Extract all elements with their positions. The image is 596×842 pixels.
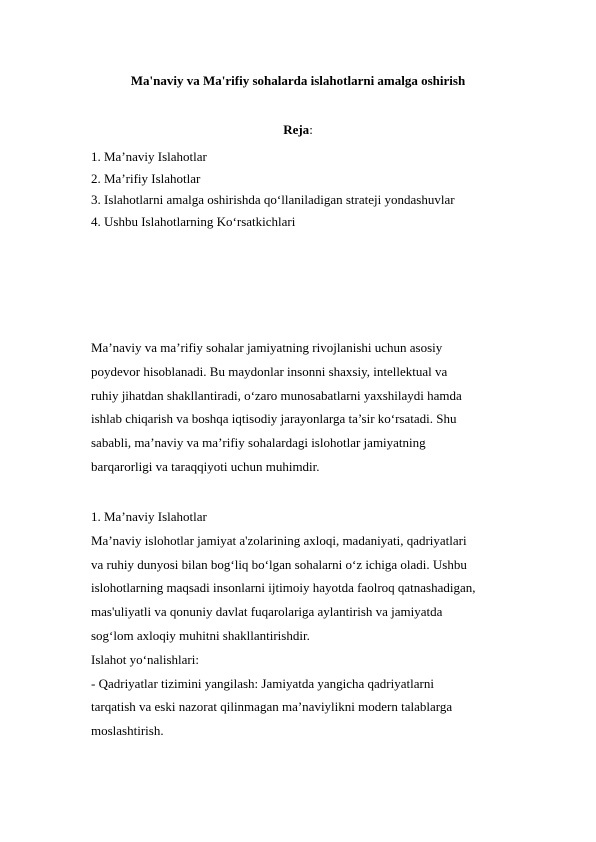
plan-heading xyxy=(0,122,596,138)
paragraph-line: sog‘lom axloqiy muhitni shakllantirishdir. xyxy=(91,627,310,643)
document-title: Ma'naviy va Ma'rifiy sohalarda islahotlarni amalga oshirish xyxy=(130,73,466,88)
paragraph-line: islohotlarning maqsadi insonlarni ijtimoiy hayotda faolroq qatnashadigan, xyxy=(91,580,476,596)
plan-item: 4. Ushbu Islahotlarning Ko‘rsatkichlari xyxy=(91,213,296,229)
paragraph-line: barqarorligi va taraqqiyoti uchun muhimdir. xyxy=(91,458,320,474)
paragraph-line: - Qadriyatlar tizimini yangilash: Jamiyatda yangicha qadriyatlarni xyxy=(91,675,434,691)
intro-paragraph xyxy=(91,336,521,479)
subheading-line: Islahot yo‘nalishlari: xyxy=(91,651,199,667)
paragraph-line: tarqatish va eski nazorat qilinmagan ma’naviylikni modern talablarga xyxy=(91,699,453,715)
plan-item: 3. Islahotlarni amalga oshirishda qo‘llaniladigan strateji yondashuvlar xyxy=(91,192,455,207)
plan-item: 1. Ma’naviy Islahotlar xyxy=(91,149,207,164)
paragraph-line: poydevor hisoblanadi. Bu maydonlar insonni shaxsiy, intellektual va xyxy=(91,363,448,379)
paragraph-line: mas'uliyatli va qonuniy davlat fuqarolariga aylantirish va jamiyatda xyxy=(91,604,443,620)
plan-item: 2. Ma’rifiy Islahotlar xyxy=(91,170,201,186)
plan-label: Reja xyxy=(283,122,310,137)
paragraph-line: sababli, ma’naviy va ma’rifiy sohalardagi islohotlar jamiyatning xyxy=(91,435,426,451)
paragraph-line: Ma’naviy islohotlar jamiyat a'zolarining axloqi, madaniyati, qadriyatlari xyxy=(91,532,467,548)
section-heading: 1. Ma’naviy Islahotlar xyxy=(91,509,207,524)
paragraph-line: moslashtirish. xyxy=(91,723,164,739)
plan-colon: : xyxy=(309,122,313,137)
plan-list xyxy=(91,146,455,232)
paragraph-line: ruhiy jihatdan shakllantiradi, o‘zaro munosabatlarni yaxshilaydi hamda xyxy=(91,387,462,403)
section-manaviy xyxy=(91,505,521,743)
paragraph-line: Ma’naviy va ma’rifiy sohalar jamiyatning rivojlanishi uchun asosiy xyxy=(91,340,443,355)
paragraph-line: va ruhiy dunyosi bilan bog‘liq bo‘lgan sohalarni o‘z ichiga oladi. Ushbu xyxy=(91,556,467,572)
paragraph-line: ishlab chiqarish va boshqa iqtisodiy jarayonlarga ta’sir ko‘rsatadi. Shu xyxy=(91,411,457,427)
